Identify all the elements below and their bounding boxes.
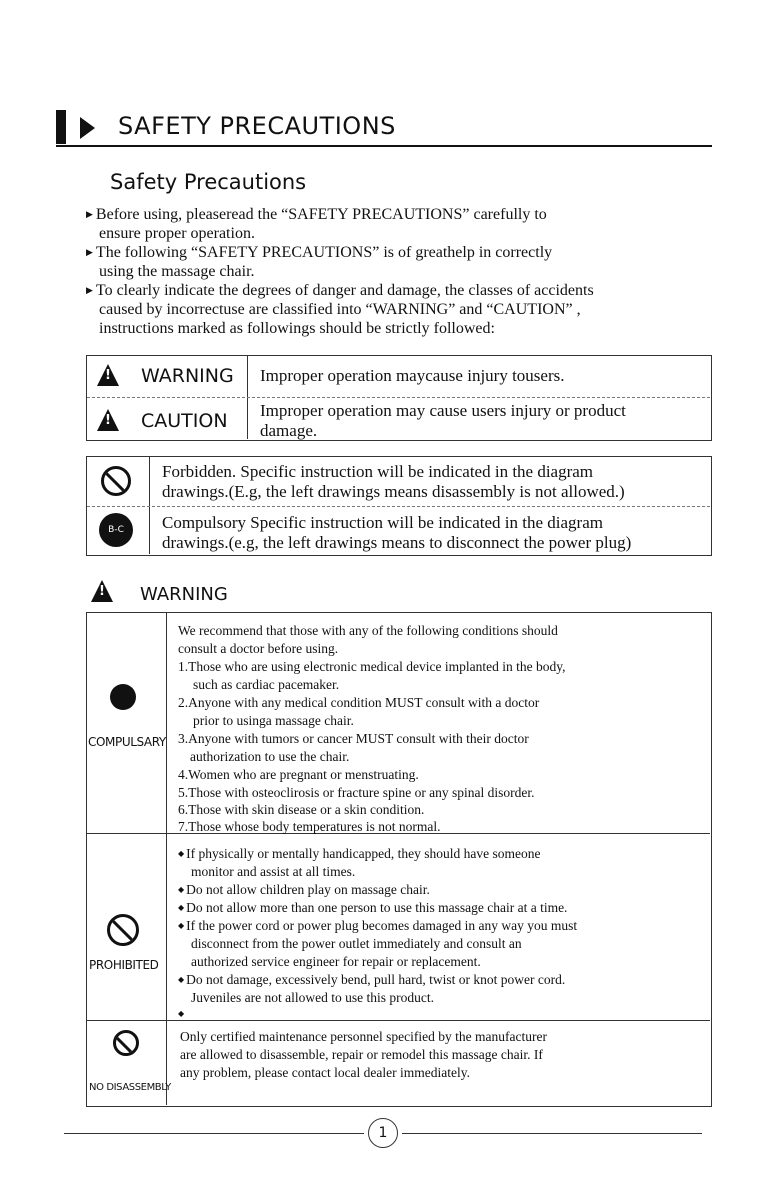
section-line: 4.Women who are pregnant or menstruating.	[178, 767, 419, 782]
section-line: 5.Those with osteoclirosis or fracture spine or any spinal disorder.	[178, 785, 535, 800]
intro-line: ▶ Before using, pleaseread the “SAFETY PRECAUTIONS” carefully to	[86, 206, 547, 225]
no-disassembly-icon	[113, 1030, 139, 1056]
forbidden-desc-line2: drawings.(E.g, the left drawings means disassembly is not allowed.)	[162, 482, 625, 501]
section-subtitle: Safety Precautions	[110, 170, 307, 194]
page-number: 1	[368, 1118, 398, 1148]
header-rule	[56, 145, 712, 147]
caution-triangle-icon: !	[97, 409, 119, 431]
levels-row-divider	[87, 397, 710, 398]
intro-line: instructions marked as followings should be strictly followed:	[99, 320, 495, 337]
caution-label: CAUTION	[141, 410, 228, 432]
warning-table-divider	[166, 612, 167, 1105]
intro-line: ▶ To clearly indicate the degrees of danger and damage, the classes of accidents	[86, 282, 594, 301]
header-bar-icon	[56, 110, 66, 144]
section-line: 7.Those whose body temperatures is not normal.	[178, 819, 441, 834]
footer-rule-right	[402, 1133, 702, 1134]
no-disassembly-label: NO DISASSEMBLY	[89, 1082, 171, 1093]
section-line: any problem, please contact local dealer immediately.	[180, 1065, 470, 1080]
page-title: SAFETY PRECAUTIONS	[118, 112, 396, 140]
warning-heading: WARNING	[140, 584, 228, 605]
section-line: 6.Those with skin disease or a skin condition.	[178, 802, 425, 817]
section-line: We recommend that those with any of the following conditions should	[178, 623, 558, 638]
section-line: Only certified maintenance personnel specified by the manufacturer	[180, 1029, 547, 1044]
symbols-row-divider	[87, 506, 710, 507]
intro-line: ensure proper operation.	[99, 225, 255, 242]
forbidden-icon	[101, 466, 131, 496]
warning-label: WARNING	[141, 365, 234, 387]
section-line: consult a doctor before using.	[178, 641, 339, 656]
symbols-divider	[149, 456, 150, 554]
section-line: prior to usinga massage chair.	[193, 713, 354, 728]
caution-desc-line2: damage.	[260, 421, 318, 440]
disconnect-plug-icon: B-C	[99, 513, 133, 547]
section-line: such as cardiac pacemaker.	[193, 677, 340, 692]
section-line: 2.Anyone with any medical condition MUST consult with a doctor	[178, 695, 540, 710]
section-line: disconnect from the power outlet immediately and consult an	[191, 936, 522, 951]
forbidden-desc-line1: Forbidden. Specific instruction will be indicated in the diagram	[162, 462, 594, 481]
section-line: ◆ Do not damage, excessively bend, pull hard, twist or knot power cord.	[178, 971, 565, 991]
compulsory-desc-line2: drawings.(e.g, the left drawings means to disconnect the power plug)	[162, 533, 632, 552]
section-line: 1.Those who are using electronic medical device implanted in the body,	[178, 659, 566, 674]
section-line: ◆ If physically or mentally handicapped, they should have someone	[178, 845, 540, 865]
section-line: Juveniles are not allowed to use this product.	[191, 990, 434, 1005]
prohibited-icon	[107, 914, 139, 946]
section-line: are allowed to disassemble, repair or remodel this massage chair. If	[180, 1047, 543, 1062]
compulsory-label: COMPULSARY	[88, 735, 166, 749]
intro-line: caused by incorrectuse are classified into “WARNING” and “CAUTION” ,	[99, 301, 581, 318]
section-line: ◆ If the power cord or power plug becomes damaged in any way you must	[178, 917, 577, 937]
compulsory-dot-icon	[110, 684, 136, 710]
footer-rule-left	[64, 1133, 364, 1134]
intro-line: using the massage chair.	[99, 263, 255, 280]
section-line: monitor and assist at all times.	[191, 864, 356, 879]
compulsory-desc-line1: Compulsory Specific instruction will be indicated in the diagram	[162, 513, 603, 532]
section-line	[178, 1005, 186, 1025]
section-line: ◆ Do not allow more than one person to use this massage chair at a time.	[178, 899, 567, 919]
warning-triangle-icon: !	[97, 364, 119, 386]
warning-desc: Improper operation maycause injury tousers.	[260, 366, 565, 385]
section-line: authorized service engineer for repair or replacement.	[191, 954, 481, 969]
header-arrow-icon	[80, 117, 95, 139]
warning-heading-icon: !	[91, 580, 113, 602]
intro-line: ▶ The following “SAFETY PRECAUTIONS” is of greathelp in correctly	[86, 244, 552, 263]
section-line: ◆ Do not allow children play on massage chair.	[178, 881, 430, 901]
prohibited-label: PROHIBITED	[89, 958, 159, 972]
section-line: 3.Anyone with tumors or cancer MUST consult with their doctor	[178, 731, 529, 746]
section-line: authorization to use the chair.	[190, 749, 350, 764]
caution-desc-line1: Improper operation may cause users injury or product	[260, 401, 626, 420]
